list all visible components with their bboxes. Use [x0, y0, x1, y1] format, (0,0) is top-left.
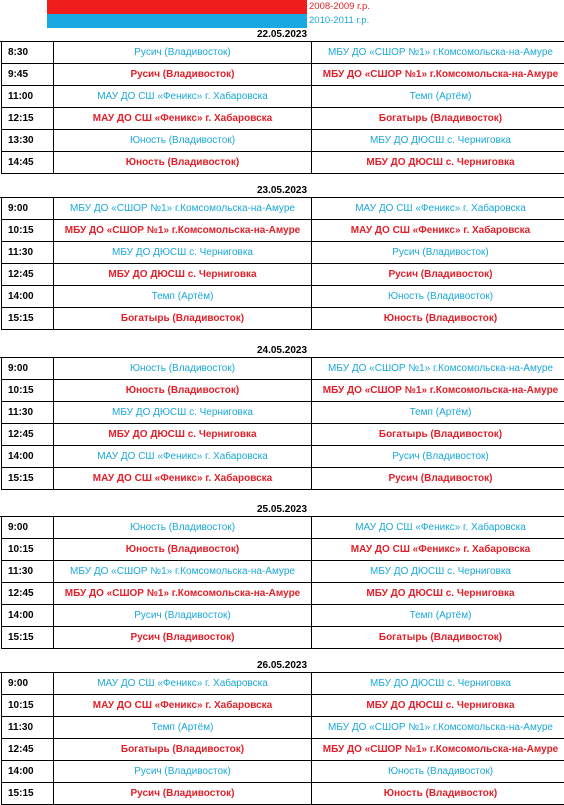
home-team: МБУ ДО ДЮСШ с. Черниговка — [54, 424, 312, 446]
match-time: 14:00 — [2, 446, 54, 468]
table-row — [2, 130, 564, 152]
table-row — [2, 605, 564, 627]
home-team: Русич (Владивосток) — [54, 783, 312, 805]
away-team: МБУ ДО ДЮСШ с. Черниговка — [312, 130, 564, 152]
away-team: МБУ ДО ДЮСШ с. Черниговка — [312, 695, 564, 717]
home-team: Юность (Владивосток) — [54, 358, 312, 380]
away-team: Богатырь (Владивосток) — [312, 627, 564, 649]
home-team: МБУ ДО «СШОР №1» г.Комсомольска-на-Амуре — [54, 198, 312, 220]
match-time: 14:00 — [2, 761, 54, 783]
table-row — [2, 468, 564, 490]
date-header — [0, 344, 564, 358]
away-team: Русич (Владивосток) — [312, 446, 564, 468]
table-row — [2, 220, 564, 242]
away-team: МАУ ДО СШ «Феникс» г. Хабаровска — [312, 198, 564, 220]
matches-table — [1, 516, 564, 649]
table-row — [2, 198, 564, 220]
away-team: МАУ ДО СШ «Феникс» г. Хабаровска — [312, 517, 564, 539]
table-row — [2, 539, 564, 561]
home-team: МБУ ДО ДЮСШ с. Черниговка — [54, 264, 312, 286]
table-row — [2, 86, 564, 108]
away-team: Темп (Артём) — [312, 86, 564, 108]
date-header — [0, 659, 564, 673]
away-team: Русич (Владивосток) — [312, 468, 564, 490]
home-team: Богатырь (Владивосток) — [54, 308, 312, 330]
table-row — [2, 108, 564, 130]
date-header — [0, 184, 564, 198]
legend-swatch-red — [47, 0, 307, 14]
match-time: 12:15 — [2, 108, 54, 130]
home-team: МБУ ДО ДЮСШ с. Черниговка — [54, 402, 312, 424]
legend-swatch-blue — [47, 14, 307, 28]
day-date: 24.05.2023 — [0, 344, 564, 357]
home-team: Русич (Владивосток) — [54, 605, 312, 627]
table-row — [2, 152, 564, 174]
match-time: 9:00 — [2, 517, 54, 539]
home-team: Русич (Владивосток) — [54, 64, 312, 86]
day-date: 22.05.2023 — [0, 28, 564, 41]
away-team: МБУ ДО ДЮСШ с. Черниговка — [312, 673, 564, 695]
match-time: 12:45 — [2, 583, 54, 605]
home-team: МБУ ДО «СШОР №1» г.Комсомольска-на-Амуре — [54, 583, 312, 605]
table-row — [2, 583, 564, 605]
away-team: Темп (Артём) — [312, 605, 564, 627]
home-team: МБУ ДО «СШОР №1» г.Комсомольска-на-Амуре — [54, 561, 312, 583]
match-time: 11:30 — [2, 402, 54, 424]
home-team: Юность (Владивосток) — [54, 380, 312, 402]
table-row — [2, 446, 564, 468]
away-team: МАУ ДО СШ «Феникс» г. Хабаровска — [312, 220, 564, 242]
table-row — [2, 358, 564, 380]
day-date: 25.05.2023 — [0, 503, 564, 516]
match-time: 15:15 — [2, 308, 54, 330]
table-row — [2, 264, 564, 286]
home-team: МБУ ДО «СШОР №1» г.Комсомольска-на-Амуре — [54, 220, 312, 242]
away-team: МБУ ДО «СШОР №1» г.Комсомольска-на-Амуре — [312, 64, 564, 86]
match-time: 10:15 — [2, 380, 54, 402]
match-time: 15:15 — [2, 627, 54, 649]
away-team: МБУ ДО «СШОР №1» г.Комсомольска-на-Амуре — [312, 739, 564, 761]
table-row — [2, 761, 564, 783]
table-row — [2, 424, 564, 446]
match-time: 9:00 — [2, 358, 54, 380]
home-team: Русич (Владивосток) — [54, 42, 312, 64]
match-time: 9:00 — [2, 198, 54, 220]
match-time: 10:15 — [2, 539, 54, 561]
table-row — [2, 783, 564, 805]
home-team: Юность (Владивосток) — [54, 517, 312, 539]
match-time: 11:30 — [2, 561, 54, 583]
away-team: МБУ ДО ДЮСШ с. Черниговка — [312, 561, 564, 583]
home-team: Русич (Владивосток) — [54, 761, 312, 783]
table-row — [2, 673, 564, 695]
table-row — [2, 517, 564, 539]
matches-table — [1, 672, 564, 805]
age-group-legend — [0, 0, 564, 28]
match-time: 14:45 — [2, 152, 54, 174]
legend-row-2008-2009 — [0, 0, 564, 14]
away-team: МБУ ДО ДЮСШ с. Черниговка — [312, 583, 564, 605]
date-header — [0, 28, 564, 42]
date-header — [0, 503, 564, 517]
home-team: Богатырь (Владивосток) — [54, 739, 312, 761]
table-row — [2, 242, 564, 264]
home-team: МБУ ДО ДЮСШ с. Черниговка — [54, 242, 312, 264]
match-time: 9:45 — [2, 64, 54, 86]
legend-row-2010-2011 — [0, 14, 564, 28]
match-time: 8:30 — [2, 42, 54, 64]
away-team: Темп (Артём) — [312, 402, 564, 424]
home-team: Юность (Владивосток) — [54, 130, 312, 152]
matches-table — [1, 357, 564, 490]
match-time: 14:00 — [2, 286, 54, 308]
away-team: МАУ ДО СШ «Феникс» г. Хабаровска — [312, 539, 564, 561]
legend-label: 2010-2011 г.р. — [309, 14, 369, 28]
away-team: МБУ ДО «СШОР №1» г.Комсомольска-на-Амуре — [312, 717, 564, 739]
table-row — [2, 739, 564, 761]
matches-table — [1, 197, 564, 330]
home-team: МАУ ДО СШ «Феникс» г. Хабаровска — [54, 673, 312, 695]
home-team: МАУ ДО СШ «Феникс» г. Хабаровска — [54, 86, 312, 108]
day-date: 26.05.2023 — [0, 659, 564, 672]
home-team: Темп (Артём) — [54, 286, 312, 308]
away-team: МБУ ДО «СШОР №1» г.Комсомольска-на-Амуре — [312, 42, 564, 64]
match-time: 9:00 — [2, 673, 54, 695]
match-time: 11:00 — [2, 86, 54, 108]
table-row — [2, 380, 564, 402]
home-team: МАУ ДО СШ «Феникс» г. Хабаровска — [54, 468, 312, 490]
match-time: 10:15 — [2, 695, 54, 717]
table-row — [2, 561, 564, 583]
match-time: 12:45 — [2, 739, 54, 761]
home-team: Юность (Владивосток) — [54, 539, 312, 561]
table-row — [2, 695, 564, 717]
away-team: Русич (Владивосток) — [312, 264, 564, 286]
away-team: Юность (Владивосток) — [312, 761, 564, 783]
away-team: Богатырь (Владивосток) — [312, 424, 564, 446]
home-team: Русич (Владивосток) — [54, 627, 312, 649]
away-team: МБУ ДО ДЮСШ с. Черниговка — [312, 152, 564, 174]
day-date: 23.05.2023 — [0, 184, 564, 197]
match-time: 11:30 — [2, 717, 54, 739]
home-team: МАУ ДО СШ «Феникс» г. Хабаровска — [54, 446, 312, 468]
table-row — [2, 308, 564, 330]
match-time: 13:30 — [2, 130, 54, 152]
matches-table — [1, 41, 564, 174]
home-team: МАУ ДО СШ «Феникс» г. Хабаровска — [54, 108, 312, 130]
away-team: Юность (Владивосток) — [312, 783, 564, 805]
home-team: Темп (Артём) — [54, 717, 312, 739]
match-time: 14:00 — [2, 605, 54, 627]
away-team: Русич (Владивосток) — [312, 242, 564, 264]
table-row — [2, 717, 564, 739]
table-row — [2, 627, 564, 649]
away-team: МБУ ДО «СШОР №1» г.Комсомольска-на-Амуре — [312, 380, 564, 402]
match-time: 15:15 — [2, 468, 54, 490]
away-team: МБУ ДО «СШОР №1» г.Комсомольска-на-Амуре — [312, 358, 564, 380]
away-team: Юность (Владивосток) — [312, 286, 564, 308]
table-row — [2, 64, 564, 86]
legend-label: 2008-2009 г.р. — [309, 0, 370, 14]
match-time: 12:45 — [2, 264, 54, 286]
table-row — [2, 286, 564, 308]
table-row — [2, 402, 564, 424]
away-team: Юность (Владивосток) — [312, 308, 564, 330]
match-time: 12:45 — [2, 424, 54, 446]
match-time: 11:30 — [2, 242, 54, 264]
table-row — [2, 42, 564, 64]
home-team: Юность (Владивосток) — [54, 152, 312, 174]
away-team: Богатырь (Владивосток) — [312, 108, 564, 130]
match-time: 10:15 — [2, 220, 54, 242]
home-team: МАУ ДО СШ «Феникс» г. Хабаровска — [54, 695, 312, 717]
match-time: 15:15 — [2, 783, 54, 805]
